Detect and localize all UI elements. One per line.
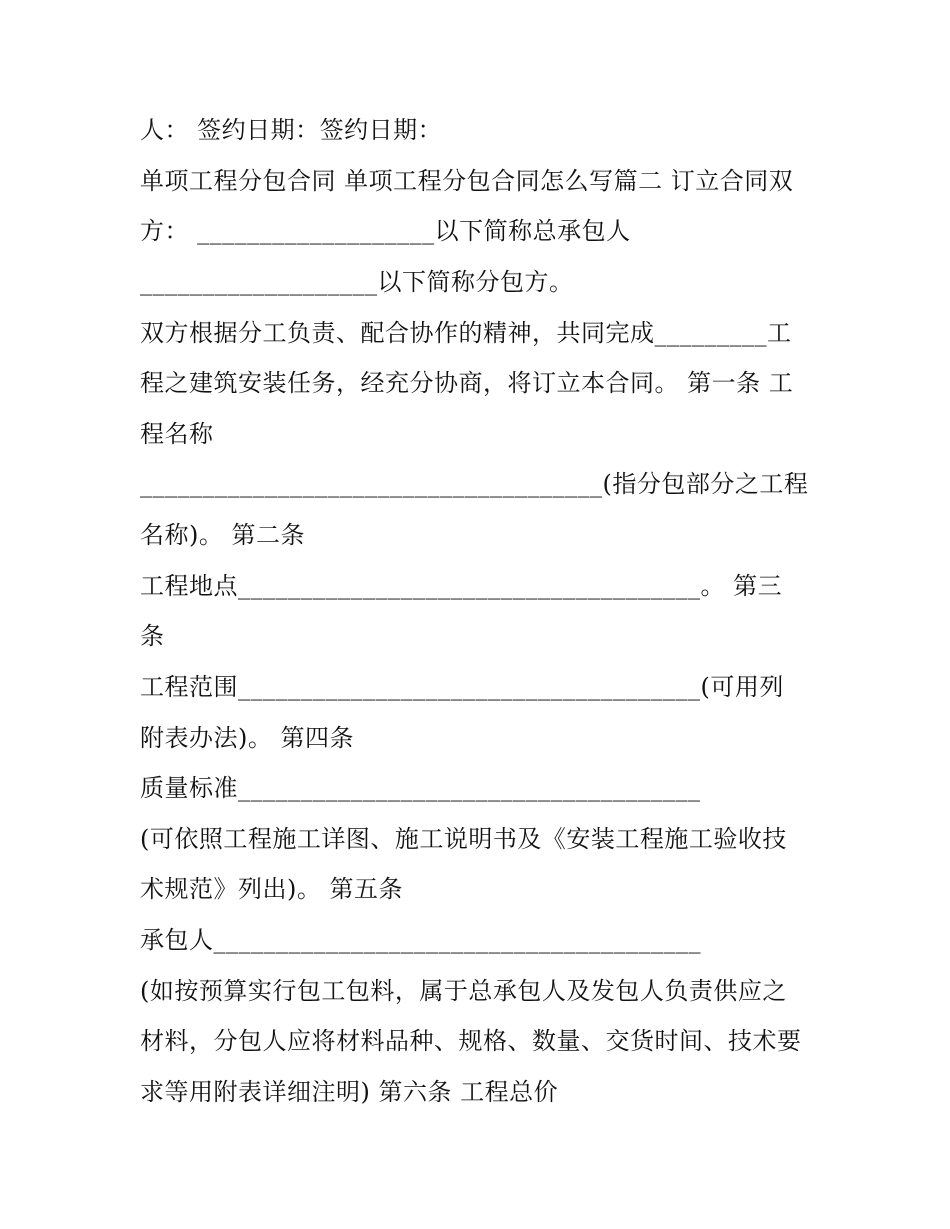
text-line-13: 附表办法)。 第四条 xyxy=(140,724,354,752)
text-line-17: 承包人_______________________________________ xyxy=(140,926,701,954)
text-line-7: 程名称 xyxy=(140,420,214,448)
text-line-8: _____________________________________(指分包部分之工程 xyxy=(140,470,809,498)
text-line-5: 双方根据分工负责、配合协作的精神，共同完成_________工 xyxy=(140,319,792,347)
text-line-11: 条 xyxy=(140,622,165,650)
text-line-9: 名称)。 第二条 xyxy=(140,521,305,549)
text-line-3: 方： ___________________以下简称总承包人 xyxy=(140,217,631,245)
text-line-16: 术规范》列出)。 第五条 xyxy=(140,875,403,903)
text-line-20: 求等用附表详细注明) 第六条 工程总价 xyxy=(140,1078,559,1106)
text-line-2: 单项工程分包合同 单项工程分包合同怎么写篇二 订立合同双 xyxy=(140,167,794,195)
text-line-4: ___________________以下简称分包方。 xyxy=(140,268,574,296)
text-line-6: 程之建筑安装任务，经充分协商，将订立本合同。 第一条 工 xyxy=(140,369,794,397)
text-line-15: (可依照工程施工详图、施工说明书及《安装工程施工验收技 xyxy=(140,825,787,853)
text-line-18: (如按预算实行包工包料，属于总承包人及发包人负责供应之 xyxy=(140,977,787,1005)
text-line-1: 人： 签约日期：签约日期： xyxy=(140,116,443,144)
text-line-19: 材料，分包人应将材料品种、规格、数量、交货时间、技术要 xyxy=(140,1027,802,1055)
text-line-14: 质量标准_____________________________________ xyxy=(140,774,701,802)
text-line-12: 工程范围_____________________________________(可用列 xyxy=(140,673,784,701)
text-line-10: 工程地点_____________________________________。 第三 xyxy=(140,572,783,600)
